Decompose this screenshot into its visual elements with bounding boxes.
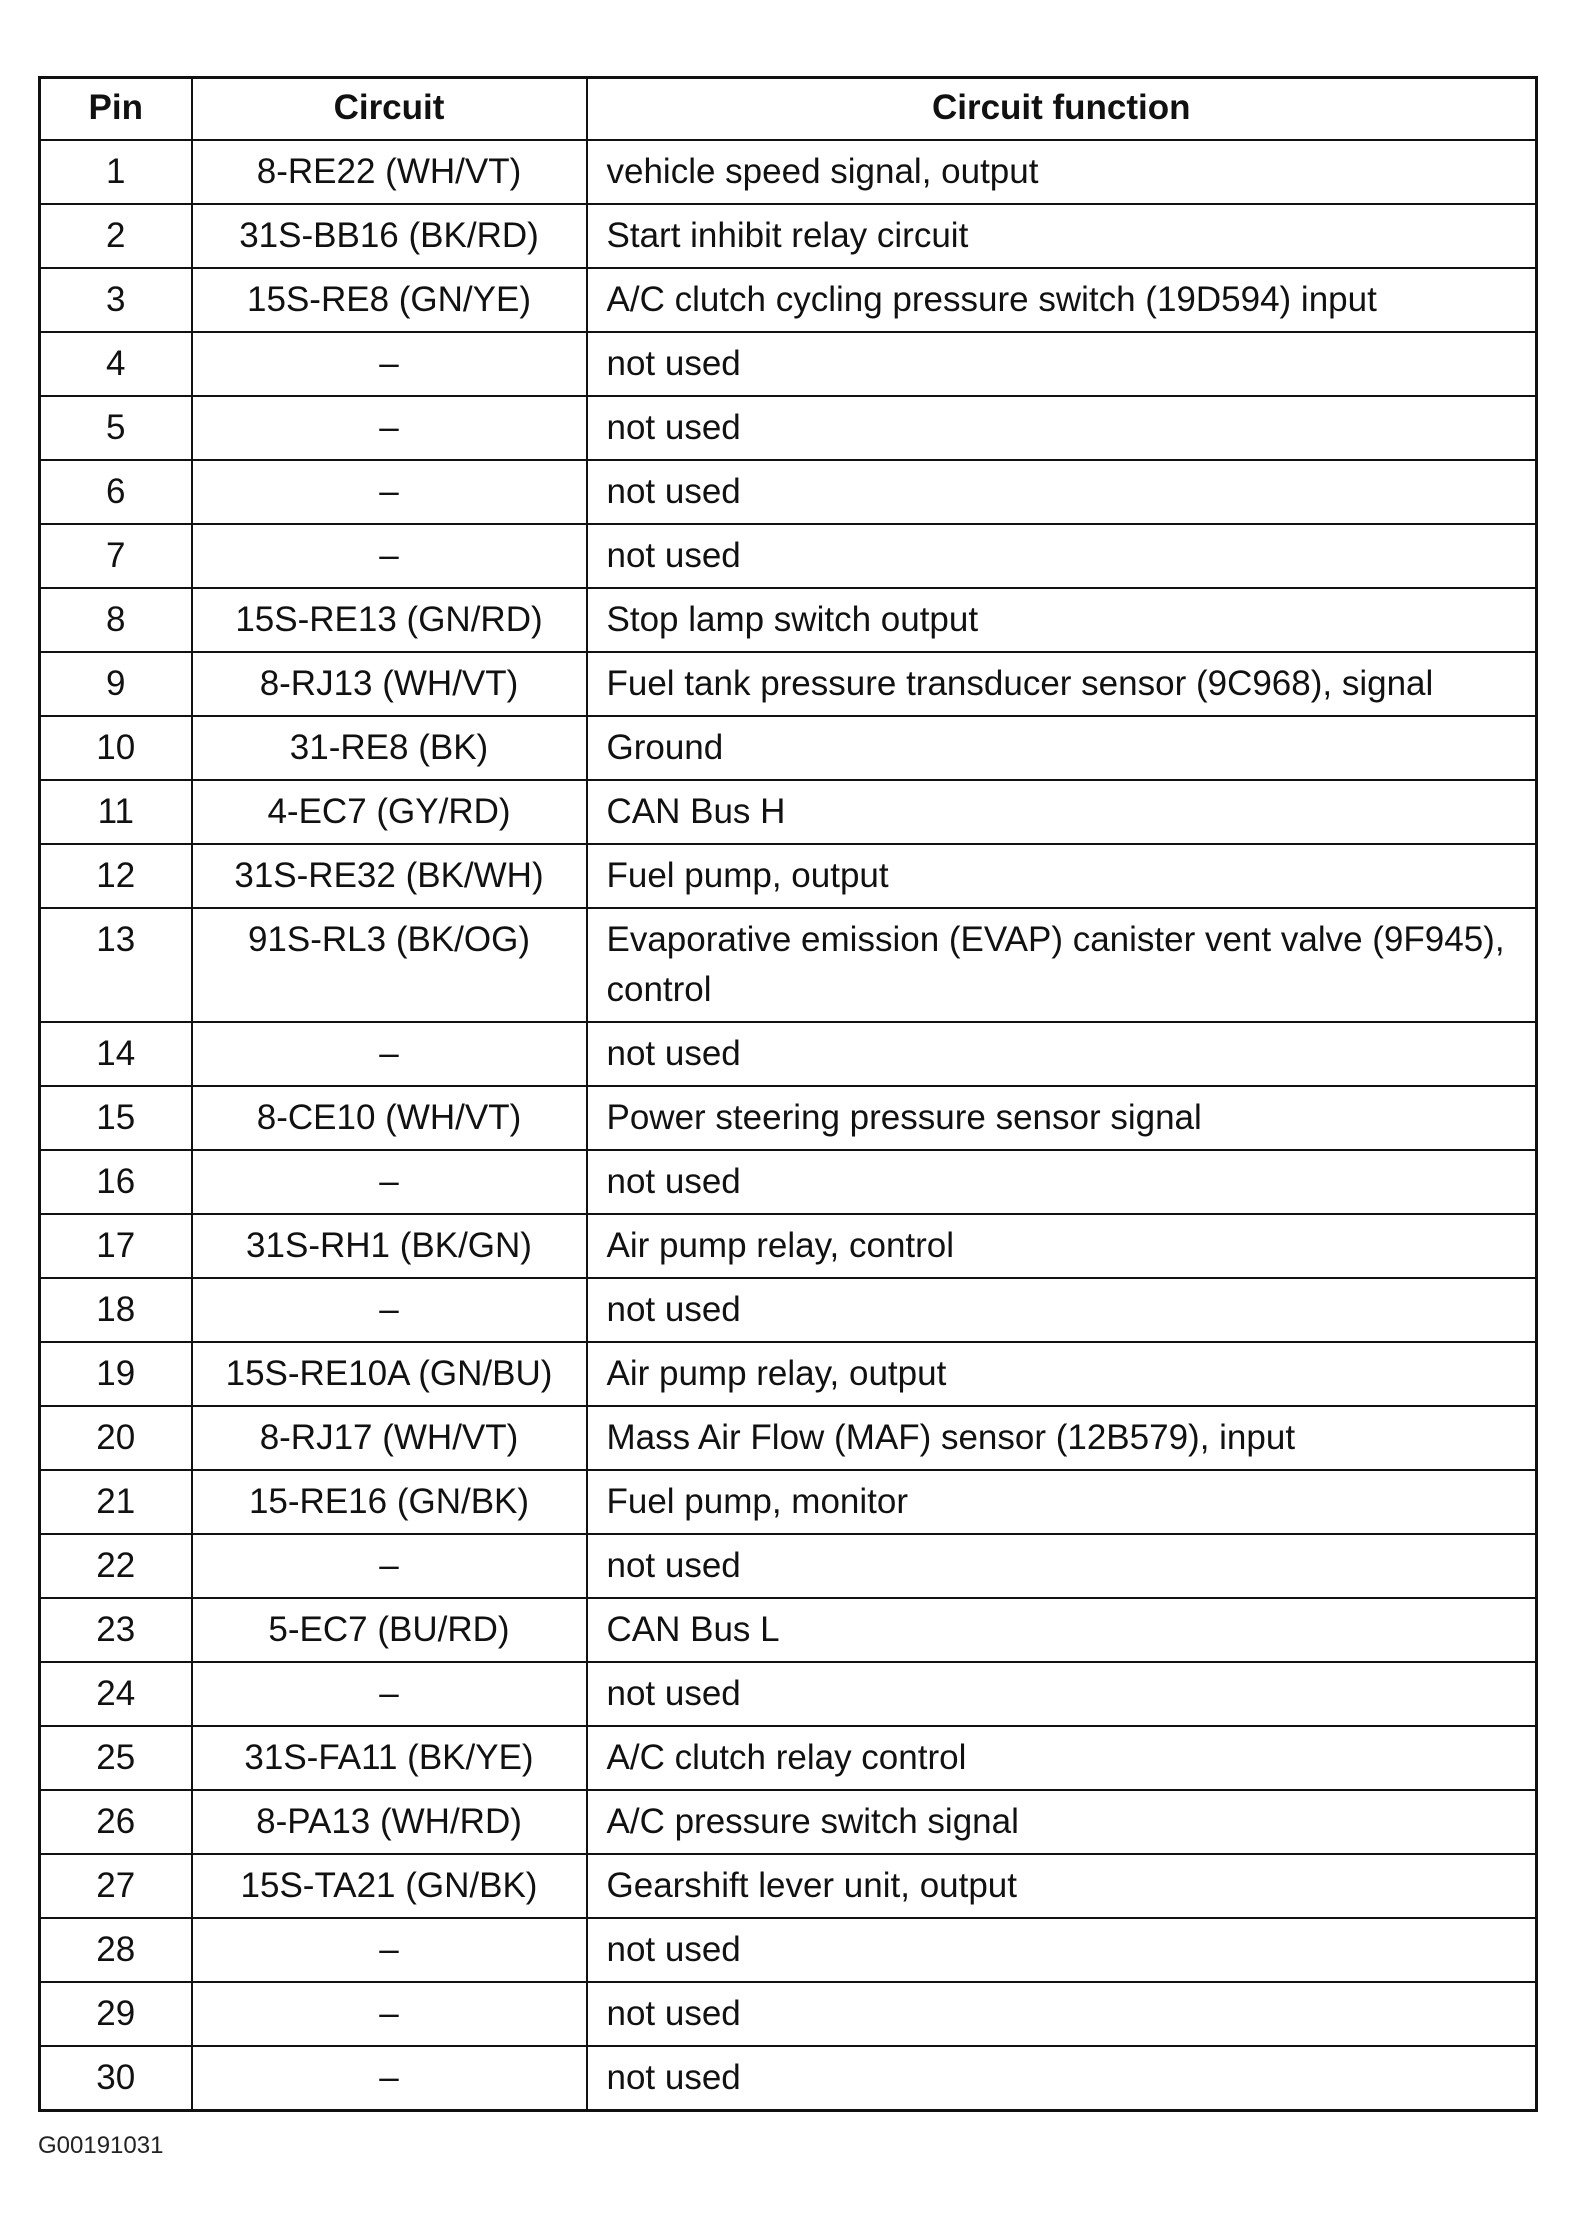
header-circuit: Circuit (192, 78, 587, 141)
pin-cell: 12 (40, 844, 192, 908)
pin-cell: 6 (40, 460, 192, 524)
circuit-cell: 8-RJ13 (WH/VT) (192, 652, 587, 716)
circuit-cell: 15S-RE13 (GN/RD) (192, 588, 587, 652)
pin-cell: 21 (40, 1470, 192, 1534)
circuit-cell: – (192, 332, 587, 396)
circuit-function-cell: not used (587, 1982, 1537, 2046)
circuit-function-cell: not used (587, 1022, 1537, 1086)
circuit-function-cell: not used (587, 2046, 1537, 2111)
circuit-function-cell: Air pump relay, control (587, 1214, 1537, 1278)
circuit-function-cell: Fuel pump, monitor (587, 1470, 1537, 1534)
circuit-cell: – (192, 460, 587, 524)
pin-cell: 24 (40, 1662, 192, 1726)
pin-cell: 13 (40, 908, 192, 1022)
circuit-function-cell: Mass Air Flow (MAF) sensor (12B579), input (587, 1406, 1537, 1470)
table-row (40, 1342, 1537, 1406)
pin-cell: 20 (40, 1406, 192, 1470)
table-body (40, 140, 1537, 2111)
circuit-cell: – (192, 1278, 587, 1342)
circuit-cell: – (192, 524, 587, 588)
circuit-function-cell: Start inhibit relay circuit (587, 204, 1537, 268)
table-row (40, 588, 1537, 652)
circuit-cell: – (192, 396, 587, 460)
circuit-cell: – (192, 2046, 587, 2111)
table-row (40, 1726, 1537, 1790)
table-row (40, 1214, 1537, 1278)
table-row (40, 2046, 1537, 2111)
circuit-cell: 15S-RE10A (GN/BU) (192, 1342, 587, 1406)
circuit-function-cell: not used (587, 1278, 1537, 1342)
circuit-function-cell: not used (587, 460, 1537, 524)
table-row (40, 908, 1537, 1022)
pin-cell: 1 (40, 140, 192, 204)
circuit-cell: – (192, 1918, 587, 1982)
pin-cell: 29 (40, 1982, 192, 2046)
circuit-function-cell: not used (587, 524, 1537, 588)
table-row (40, 204, 1537, 268)
circuit-cell: 31S-RE32 (BK/WH) (192, 844, 587, 908)
circuit-cell: 91S-RL3 (BK/OG) (192, 908, 587, 1022)
circuit-function-cell: not used (587, 1662, 1537, 1726)
circuit-function-cell: Power steering pressure sensor signal (587, 1086, 1537, 1150)
pin-cell: 17 (40, 1214, 192, 1278)
circuit-cell: 31S-BB16 (BK/RD) (192, 204, 587, 268)
figure-id-caption: G00191031 (38, 2132, 164, 2159)
circuit-function-cell: CAN Bus H (587, 780, 1537, 844)
circuit-function-cell: A/C clutch relay control (587, 1726, 1537, 1790)
pin-cell: 10 (40, 716, 192, 780)
circuit-cell: – (192, 1662, 587, 1726)
pin-cell: 19 (40, 1342, 192, 1406)
circuit-function-cell: Air pump relay, output (587, 1342, 1537, 1406)
table-row (40, 716, 1537, 780)
table-row (40, 844, 1537, 908)
circuit-function-cell: not used (587, 1150, 1537, 1214)
pin-cell: 28 (40, 1918, 192, 1982)
circuit-cell: 8-RJ17 (WH/VT) (192, 1406, 587, 1470)
table-row (40, 140, 1537, 204)
table-row (40, 1598, 1537, 1662)
table-row (40, 1150, 1537, 1214)
pin-cell: 3 (40, 268, 192, 332)
circuit-cell: 31S-FA11 (BK/YE) (192, 1726, 587, 1790)
pin-cell: 8 (40, 588, 192, 652)
table-row (40, 780, 1537, 844)
table-row (40, 1086, 1537, 1150)
table-row (40, 1982, 1537, 2046)
circuit-cell: 8-PA13 (WH/RD) (192, 1790, 587, 1854)
pin-cell: 18 (40, 1278, 192, 1342)
circuit-cell: 15S-TA21 (GN/BK) (192, 1854, 587, 1918)
pin-cell: 5 (40, 396, 192, 460)
circuit-function-cell: CAN Bus L (587, 1598, 1537, 1662)
circuit-function-cell: Ground (587, 716, 1537, 780)
table-row (40, 332, 1537, 396)
circuit-cell: – (192, 1150, 587, 1214)
pin-table (38, 76, 1538, 2112)
table-row (40, 1022, 1537, 1086)
pin-cell: 14 (40, 1022, 192, 1086)
table-row (40, 524, 1537, 588)
header-circuit-function: Circuit function (587, 78, 1537, 141)
circuit-cell: – (192, 1534, 587, 1598)
pin-cell: 16 (40, 1150, 192, 1214)
header-pin: Pin (40, 78, 192, 141)
table-row (40, 1790, 1537, 1854)
circuit-function-cell: A/C pressure switch signal (587, 1790, 1537, 1854)
pin-cell: 9 (40, 652, 192, 716)
pin-cell: 23 (40, 1598, 192, 1662)
circuit-cell: 4-EC7 (GY/RD) (192, 780, 587, 844)
circuit-function-cell: Evaporative emission (EVAP) canister vent valve (9F945), control (587, 908, 1537, 1022)
table-row (40, 1918, 1537, 1982)
table-row (40, 1534, 1537, 1598)
circuit-function-cell: not used (587, 1918, 1537, 1982)
table-row (40, 268, 1537, 332)
pin-cell: 7 (40, 524, 192, 588)
pin-cell: 11 (40, 780, 192, 844)
pin-cell: 27 (40, 1854, 192, 1918)
circuit-function-cell: Fuel pump, output (587, 844, 1537, 908)
circuit-function-cell: Gearshift lever unit, output (587, 1854, 1537, 1918)
pin-cell: 22 (40, 1534, 192, 1598)
circuit-cell: 8-CE10 (WH/VT) (192, 1086, 587, 1150)
table-row (40, 1662, 1537, 1726)
circuit-cell: – (192, 1982, 587, 2046)
circuit-cell: 31S-RH1 (BK/GN) (192, 1214, 587, 1278)
circuit-cell: 15S-RE8 (GN/YE) (192, 268, 587, 332)
circuit-cell: 31-RE8 (BK) (192, 716, 587, 780)
table-row (40, 1854, 1537, 1918)
pin-cell: 30 (40, 2046, 192, 2111)
circuit-function-cell: vehicle speed signal, output (587, 140, 1537, 204)
table-row (40, 460, 1537, 524)
table-row (40, 1470, 1537, 1534)
circuit-cell: 8-RE22 (WH/VT) (192, 140, 587, 204)
table-row (40, 1406, 1537, 1470)
circuit-function-cell: Fuel tank pressure transducer sensor (9C968), signal (587, 652, 1537, 716)
pin-cell: 2 (40, 204, 192, 268)
table-header-row (40, 78, 1537, 141)
pin-cell: 25 (40, 1726, 192, 1790)
pin-cell: 15 (40, 1086, 192, 1150)
circuit-function-cell: A/C clutch cycling pressure switch (19D594) input (587, 268, 1537, 332)
circuit-cell: – (192, 1022, 587, 1086)
circuit-function-cell: not used (587, 396, 1537, 460)
pin-cell: 26 (40, 1790, 192, 1854)
pin-cell: 4 (40, 332, 192, 396)
circuit-function-cell: not used (587, 332, 1537, 396)
table-row (40, 1278, 1537, 1342)
table-row (40, 652, 1537, 716)
circuit-cell: 5-EC7 (BU/RD) (192, 1598, 587, 1662)
circuit-function-cell: Stop lamp switch output (587, 588, 1537, 652)
table-row (40, 396, 1537, 460)
circuit-cell: 15-RE16 (GN/BK) (192, 1470, 587, 1534)
circuit-function-cell: not used (587, 1534, 1537, 1598)
